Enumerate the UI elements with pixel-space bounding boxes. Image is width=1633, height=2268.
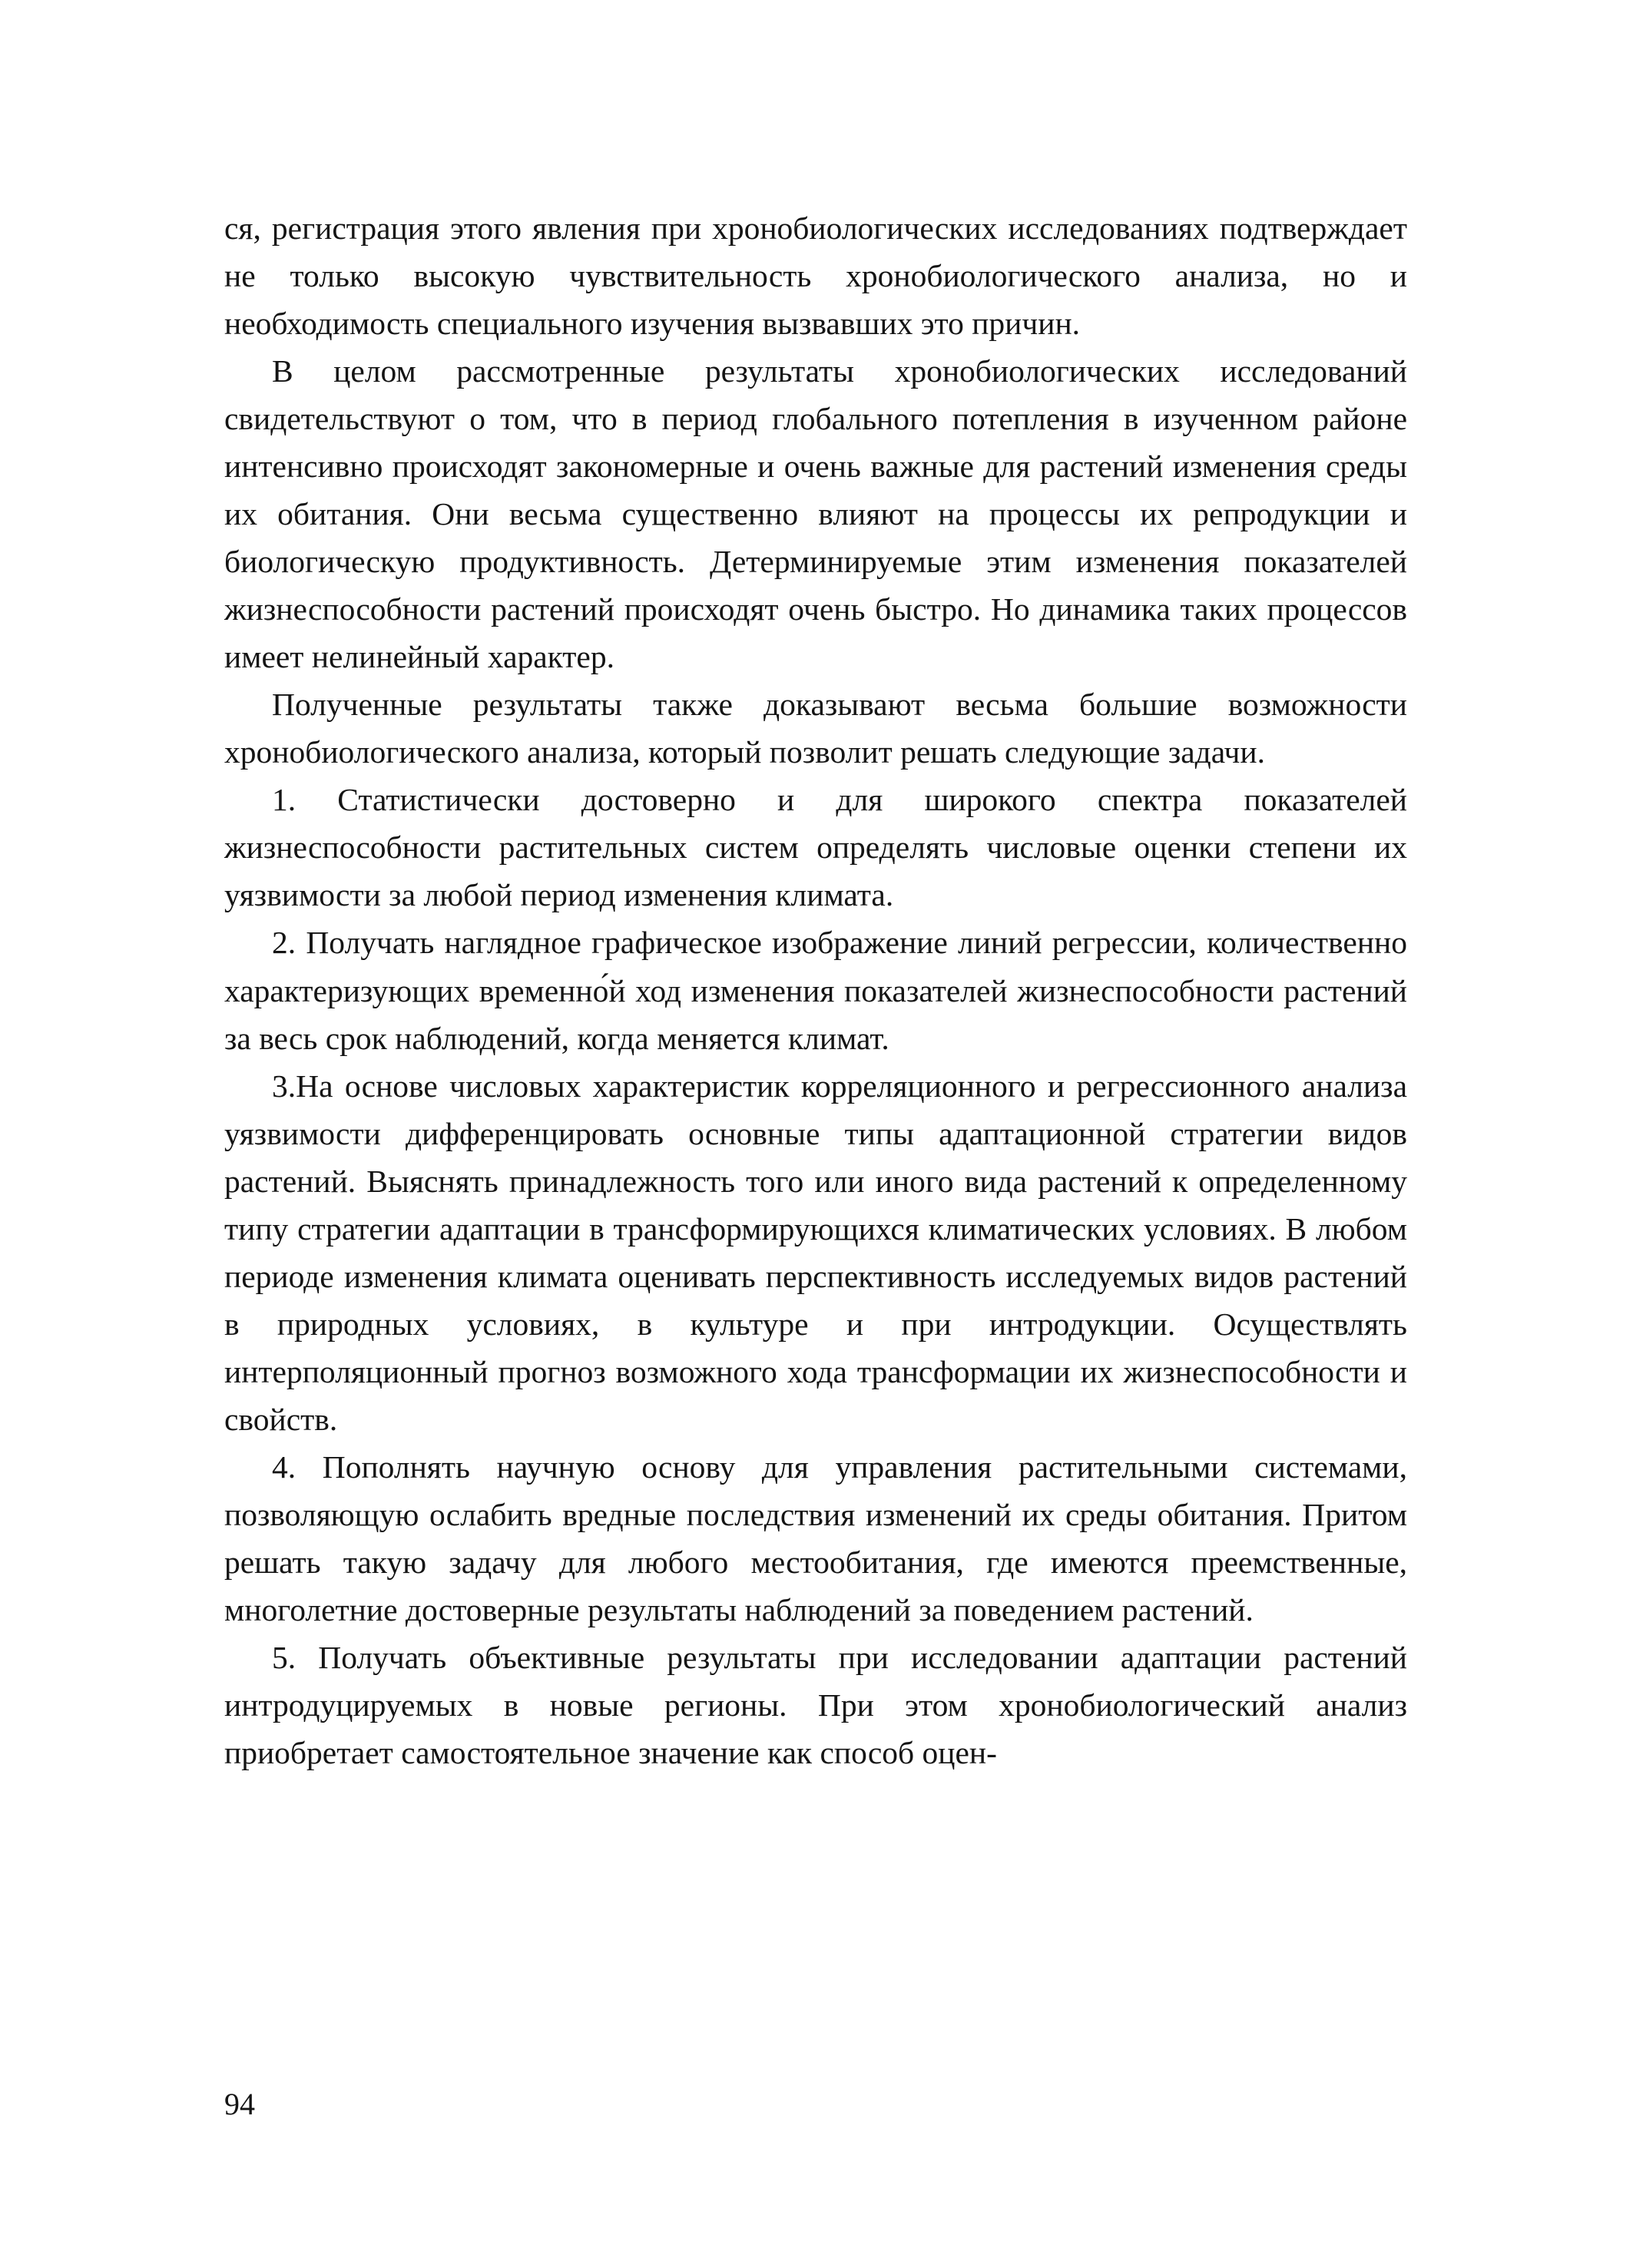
paragraph: Полученные результаты также доказывают весьма большие возможности хронобиологического анализа, который позволит решать следующие задачи.: [224, 687, 1407, 770]
page-body-text: [224, 204, 1407, 1776]
paragraph: В целом рассмотренные результаты хронобиологических исследований свидетельствуют о том, что в период глобального потепления в изученном районе интенсивно происходят закономерные и очень важные для растений изменения среды их обитания. Они весьма существенно влияют на процессы их репродукции и биологическую продуктивность. Детерминируемые этим изменения показателей жизнеспособности растений происходят очень быстро. Но динамика таких процессов имеет нелинейный характер.: [224, 353, 1407, 675]
paragraph: ся, регистрация этого явления при хронобиологических исследованиях подтверждает не только высокую чувствительность хронобиологического анализа, но и необходимость специального изучения вызвавших это причин.: [224, 210, 1407, 342]
paragraph: 5. Получать объективные результаты при исследовании адаптации растений интродуцируемых в новые регионы. При этом хронобиологический анализ приобретает самостоятельное значение как способ оцен-: [224, 1639, 1407, 1770]
paragraph: 4. Пополнять научную основу для управления растительными системами, позволяющую ослабить вредные последствия изменений их среды обитания. Притом решать такую задачу для любого местообитания, где имеются преемственные, многолетние достоверные результаты наблюдений за поведением растений.: [224, 1449, 1407, 1627]
page-number: 94: [224, 2087, 255, 2121]
paragraph: 3.На основе числовых характеристик корреляционного и регрессионного анализа уязвимости дифференцировать основные типы адаптационной стратегии видов растений. Выяснять принадлежность того или иного вида растений к определенному типу стратегии адаптации в трансформирующихся климатических условиях. В любом периоде изменения климата оценивать перспективность исследуемых видов растений в природных условиях, в культуре и при интродукции. Осуществлять интерполяционный прогноз возможного хода трансформации их жизнеспособности и свойств.: [224, 1068, 1407, 1437]
paragraph: 1. Статистически достоверно и для широкого спектра показателей жизнеспособности растительных систем определять числовые оценки степени их уязвимости за любой период изменения климата.: [224, 782, 1407, 913]
paragraph: 2. Получать наглядное графическое изображение линий регрессии, количественно характеризующих временно́й ход изменения показателей жизнеспособности растений за весь срок наблюдений, когда меняется климат.: [224, 925, 1407, 1056]
